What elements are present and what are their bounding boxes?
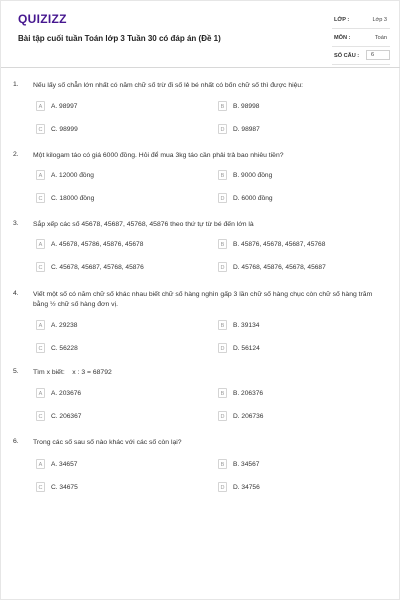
option-letter-box: A	[36, 170, 45, 180]
option-text: B. 45876, 45678, 45687, 45768	[233, 241, 326, 248]
worksheet-header	[1, 1, 400, 68]
option-letter-box: B	[218, 170, 227, 180]
option-text: B. 39134	[233, 322, 260, 329]
option-letter-box: B	[218, 101, 227, 111]
option-text: A. 98997	[51, 103, 78, 110]
question-text: Sắp xếp các số 45678, 45687, 45768, 45876 theo thứ tự từ bé đến lớn là	[33, 221, 254, 228]
option-text: B. 9000 đồng	[233, 172, 273, 179]
option-letter-box: C	[36, 482, 45, 492]
meta-label: SỐ CÂU :	[334, 53, 360, 59]
option-letter-box: B	[218, 320, 227, 330]
option-text: B. 98998	[233, 103, 260, 110]
question-text: Nếu lấy số chẵn lớn nhất có năm chữ số trừ đi số lẻ bé nhất có bốn chữ số thì được hiệu:	[33, 82, 304, 89]
option-letter-box: C	[36, 411, 45, 421]
question-text: Trong các số sau số nào khác với các số còn lại?	[33, 439, 182, 446]
meta-value: 6	[366, 50, 390, 60]
option-letter-box: B	[218, 239, 227, 249]
option-text: C. 34675	[51, 484, 78, 491]
option-letter-box: D	[218, 262, 227, 272]
meta-row-count	[332, 47, 390, 65]
option-text: C. 98999	[51, 126, 78, 133]
meta-row-class	[332, 11, 390, 29]
question-number: 1.	[13, 81, 19, 88]
option-letter-box: D	[218, 193, 227, 203]
option-letter-box: D	[218, 124, 227, 134]
option-text: C. 45678, 45687, 45768, 45876	[51, 264, 144, 271]
option-letter-box: A	[36, 459, 45, 469]
option-text: D. 6000 đồng	[233, 195, 273, 202]
question-number: 3.	[13, 220, 19, 227]
option-letter-box: D	[218, 343, 227, 353]
question-text: Một kilogam táo có giá 6000 đồng. Hỏi để mua 3kg táo cần phải trả bao nhiêu tiền?	[33, 152, 284, 159]
option-text: C. 18000 đồng	[51, 195, 95, 202]
option-letter-box: B	[218, 459, 227, 469]
question-number: 5.	[13, 368, 19, 375]
option-letter-box: C	[36, 124, 45, 134]
option-letter-box: C	[36, 343, 45, 353]
option-text: D. 206736	[233, 413, 264, 420]
option-letter-box: B	[218, 388, 227, 398]
quizizz-logo: QUIZIZZ	[18, 12, 67, 26]
meta-label: MÔN :	[334, 35, 351, 41]
option-text: D. 45768, 45876, 45678, 45687	[233, 264, 326, 271]
option-letter-box: D	[218, 411, 227, 421]
option-text: A. 34657	[51, 461, 78, 468]
question-number: 6.	[13, 438, 19, 445]
option-text: A. 12000 đồng	[51, 172, 94, 179]
option-letter-box: A	[36, 388, 45, 398]
option-letter-box: A	[36, 239, 45, 249]
option-text: A. 29238	[51, 322, 78, 329]
option-letter-box: A	[36, 320, 45, 330]
option-text: B. 34567	[233, 461, 260, 468]
option-text: D. 56124	[233, 345, 260, 352]
meta-label: LỚP :	[334, 17, 350, 23]
option-text: C. 56228	[51, 345, 78, 352]
option-text: A. 45678, 45786, 45876, 45678	[51, 241, 144, 248]
question-text: Tìm x biết: x : 3 = 68792	[33, 369, 112, 376]
meta-table	[332, 11, 390, 65]
option-text: A. 203676	[51, 390, 82, 397]
question-number: 4.	[13, 290, 19, 297]
meta-value: Lớp 3	[372, 17, 387, 23]
meta-value: Toán	[374, 35, 387, 41]
option-letter-box: A	[36, 101, 45, 111]
question-number: 2.	[13, 151, 19, 158]
worksheet-title: Bài tập cuối tuần Toán lớp 3 Tuần 30 có đáp án (Đề 1)	[18, 34, 221, 43]
option-letter-box: D	[218, 482, 227, 492]
option-letter-box: C	[36, 193, 45, 203]
option-text: B. 206376	[233, 390, 264, 397]
option-text: D. 98987	[233, 126, 260, 133]
option-letter-box: C	[36, 262, 45, 272]
question-text: Viết một số có năm chữ số khác nhau biết chữ số hàng nghìn gấp 3 lần chữ số hàng chục còn chữ số hàng trăm bằng ½ chữ số hàng đơn vị.	[33, 291, 373, 308]
option-text: C. 206367	[51, 413, 82, 420]
option-text: D. 34756	[233, 484, 260, 491]
meta-row-subject	[332, 29, 390, 47]
